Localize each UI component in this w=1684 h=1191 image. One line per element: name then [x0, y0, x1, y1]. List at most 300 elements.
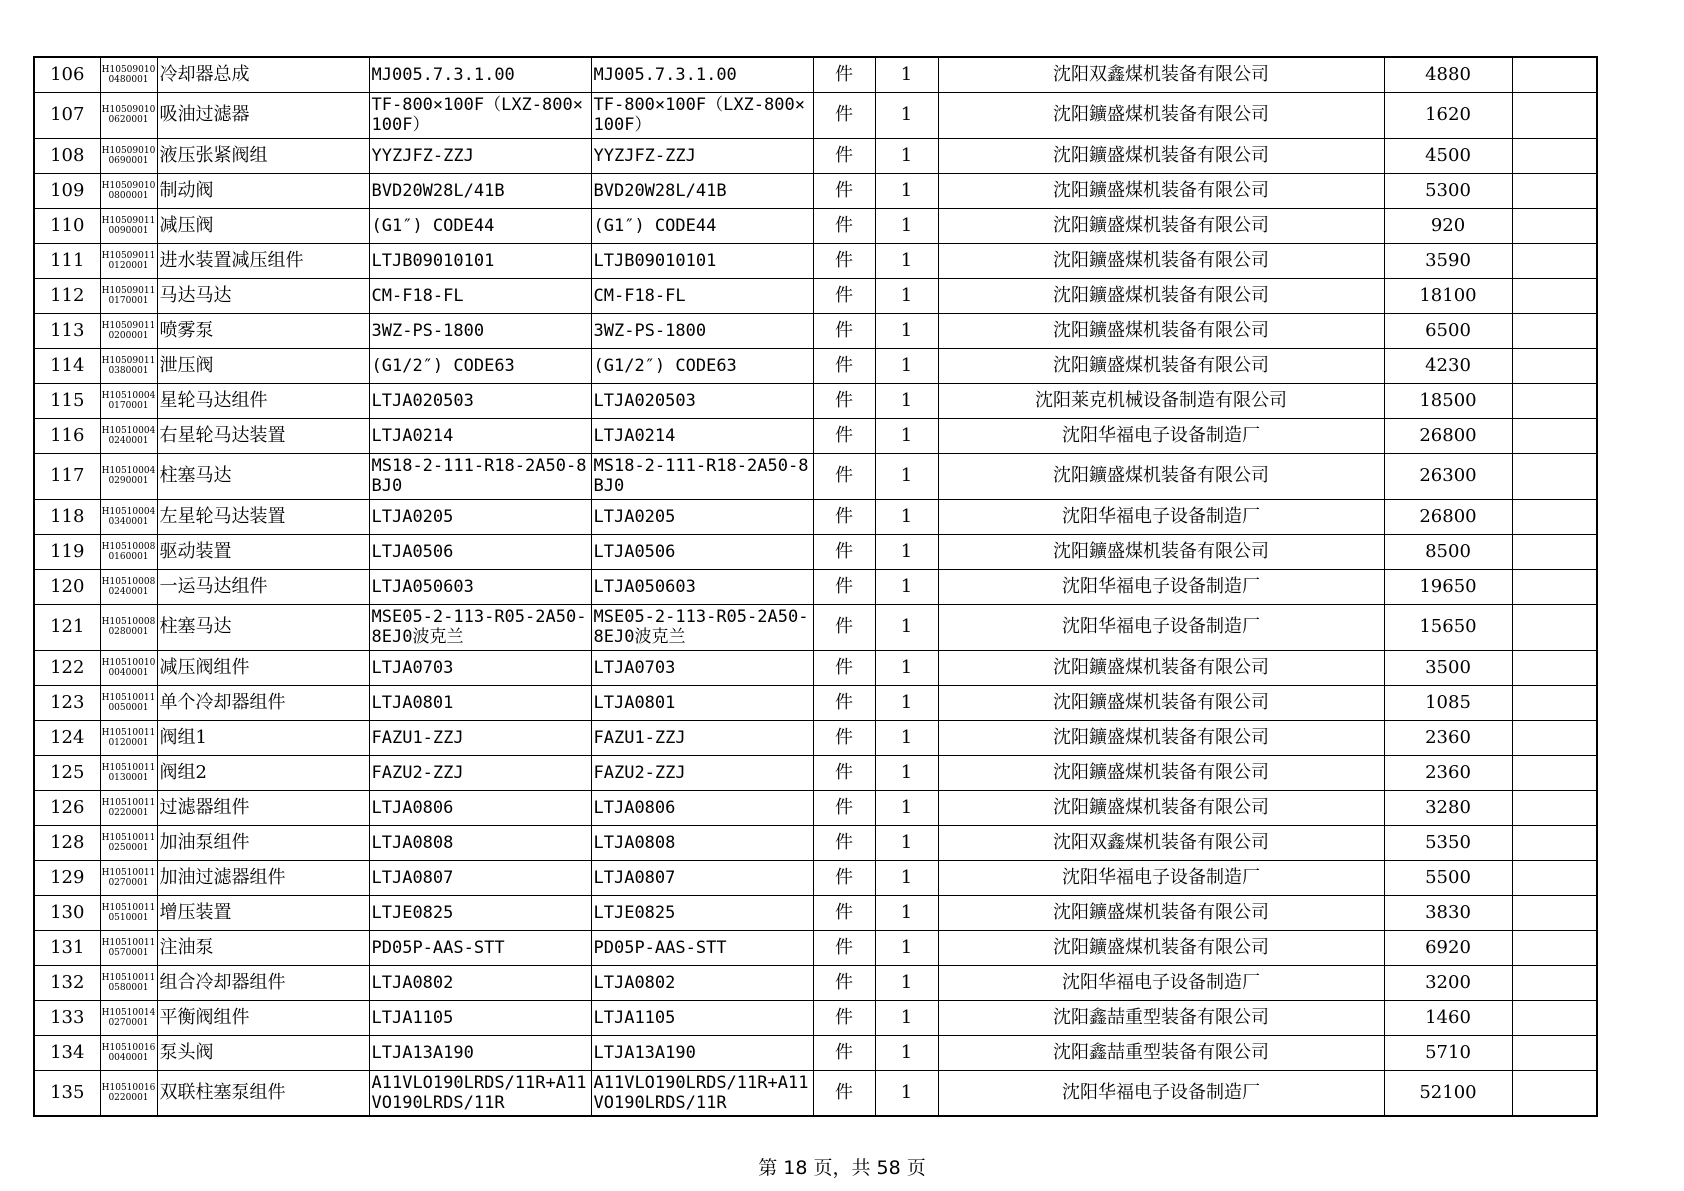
- row-spec-cell: LTJA0802: [369, 965, 591, 1000]
- row-price-cell: 15650: [1384, 604, 1512, 650]
- row-model-cell: LTJA050603: [591, 569, 813, 604]
- row-unit-cell: 件: [813, 138, 875, 173]
- row-name-cell: 驱动装置: [157, 534, 369, 569]
- row-spec-cell: LTJE0825: [369, 895, 591, 930]
- row-seq-cell: 122: [34, 650, 100, 685]
- row-spec-cell: LTJA0205: [369, 499, 591, 534]
- row-name-cell: 柱塞马达: [157, 604, 369, 650]
- row-unit-cell: 件: [813, 208, 875, 243]
- row-qty-cell: 1: [875, 453, 938, 499]
- table-row: [34, 453, 1597, 499]
- row-unit-cell: 件: [813, 860, 875, 895]
- table-row: [34, 790, 1597, 825]
- row-price-cell: 3280: [1384, 790, 1512, 825]
- parts-price-table: [33, 56, 1598, 1117]
- table-row: [34, 534, 1597, 569]
- row-price-cell: 26800: [1384, 499, 1512, 534]
- row-name-cell: 右星轮马达装置: [157, 418, 369, 453]
- footer-prefix: 第: [758, 1157, 784, 1179]
- row-spec-cell: 3WZ-PS-1800: [369, 313, 591, 348]
- row-note-cell: [1512, 1000, 1597, 1035]
- row-price-cell: 1460: [1384, 1000, 1512, 1035]
- row-model-cell: TF-800×100F（LXZ-800×100F）: [591, 92, 813, 138]
- table-row: [34, 930, 1597, 965]
- row-name-cell: 一运马达组件: [157, 569, 369, 604]
- row-code-cell: H105100110250001: [100, 825, 157, 860]
- row-name-cell: 冷却器总成: [157, 57, 369, 92]
- row-spec-cell: MS18-2-111-R18-2A50-8BJ0: [369, 453, 591, 499]
- row-unit-cell: 件: [813, 569, 875, 604]
- row-model-cell: (G1/2″) CODE63: [591, 348, 813, 383]
- row-qty-cell: 1: [875, 1000, 938, 1035]
- row-supplier-cell: 沈阳莱克机械设备制造有限公司: [938, 383, 1384, 418]
- row-price-cell: 920: [1384, 208, 1512, 243]
- row-name-cell: 星轮马达组件: [157, 383, 369, 418]
- row-unit-cell: 件: [813, 173, 875, 208]
- table-row: [34, 278, 1597, 313]
- row-model-cell: LTJA0807: [591, 860, 813, 895]
- row-seq-cell: 112: [34, 278, 100, 313]
- row-qty-cell: 1: [875, 57, 938, 92]
- row-code-cell: H105100080160001: [100, 534, 157, 569]
- row-unit-cell: 件: [813, 720, 875, 755]
- row-seq-cell: 119: [34, 534, 100, 569]
- row-code-cell: H105100160040001: [100, 1035, 157, 1070]
- row-supplier-cell: 沈阳鑛盛煤机装备有限公司: [938, 755, 1384, 790]
- row-unit-cell: 件: [813, 1000, 875, 1035]
- row-code-cell: H105100040340001: [100, 499, 157, 534]
- row-code-cell: H105100110220001: [100, 790, 157, 825]
- footer-mid: 页，共: [807, 1157, 877, 1179]
- table-row: [34, 965, 1597, 1000]
- row-seq-cell: 131: [34, 930, 100, 965]
- row-note-cell: [1512, 685, 1597, 720]
- row-seq-cell: 108: [34, 138, 100, 173]
- table-row: [34, 895, 1597, 930]
- row-model-cell: MS18-2-111-R18-2A50-8BJ0: [591, 453, 813, 499]
- row-spec-cell: MSE05-2-113-R05-2A50-8EJ0波克兰: [369, 604, 591, 650]
- row-name-cell: 泵头阀: [157, 1035, 369, 1070]
- row-seq-cell: 128: [34, 825, 100, 860]
- row-name-cell: 吸油过滤器: [157, 92, 369, 138]
- table-row: [34, 418, 1597, 453]
- row-supplier-cell: 沈阳鑛盛煤机装备有限公司: [938, 930, 1384, 965]
- row-price-cell: 26300: [1384, 453, 1512, 499]
- row-qty-cell: 1: [875, 313, 938, 348]
- row-price-cell: 19650: [1384, 569, 1512, 604]
- row-unit-cell: 件: [813, 1035, 875, 1070]
- row-seq-cell: 133: [34, 1000, 100, 1035]
- table-row: [34, 92, 1597, 138]
- table-row: [34, 313, 1597, 348]
- row-supplier-cell: 沈阳鑛盛煤机装备有限公司: [938, 92, 1384, 138]
- row-price-cell: 3200: [1384, 965, 1512, 1000]
- table-row: [34, 243, 1597, 278]
- row-model-cell: LTJA0703: [591, 650, 813, 685]
- row-note-cell: [1512, 208, 1597, 243]
- row-seq-cell: 120: [34, 569, 100, 604]
- row-name-cell: 柱塞马达: [157, 453, 369, 499]
- row-code-cell: H105100080240001: [100, 569, 157, 604]
- row-code-cell: H105090110380001: [100, 348, 157, 383]
- row-spec-cell: PD05P-AAS-STT: [369, 930, 591, 965]
- row-name-cell: 平衡阀组件: [157, 1000, 369, 1035]
- row-note-cell: [1512, 604, 1597, 650]
- row-model-cell: BVD20W28L/41B: [591, 173, 813, 208]
- table-row: [34, 138, 1597, 173]
- row-model-cell: FAZU2-ZZJ: [591, 755, 813, 790]
- row-note-cell: [1512, 755, 1597, 790]
- row-supplier-cell: 沈阳华福电子设备制造厂: [938, 499, 1384, 534]
- row-name-cell: 组合冷却器组件: [157, 965, 369, 1000]
- row-supplier-cell: 沈阳鑛盛煤机装备有限公司: [938, 243, 1384, 278]
- row-model-cell: LTJA0214: [591, 418, 813, 453]
- row-unit-cell: 件: [813, 825, 875, 860]
- row-supplier-cell: 沈阳鑛盛煤机装备有限公司: [938, 138, 1384, 173]
- table-row: [34, 1000, 1597, 1035]
- row-qty-cell: 1: [875, 604, 938, 650]
- row-qty-cell: 1: [875, 418, 938, 453]
- row-price-cell: 2360: [1384, 720, 1512, 755]
- row-qty-cell: 1: [875, 278, 938, 313]
- table-row: [34, 755, 1597, 790]
- row-supplier-cell: 沈阳鑛盛煤机装备有限公司: [938, 895, 1384, 930]
- row-note-cell: [1512, 453, 1597, 499]
- row-price-cell: 18100: [1384, 278, 1512, 313]
- row-code-cell: H105100110120001: [100, 720, 157, 755]
- row-spec-cell: CM-F18-FL: [369, 278, 591, 313]
- row-spec-cell: FAZU1-ZZJ: [369, 720, 591, 755]
- row-note-cell: [1512, 138, 1597, 173]
- row-seq-cell: 109: [34, 173, 100, 208]
- row-spec-cell: LTJA0808: [369, 825, 591, 860]
- footer-suffix: 页: [900, 1157, 926, 1179]
- total-page-count: 58: [876, 1157, 901, 1179]
- row-note-cell: [1512, 278, 1597, 313]
- row-note-cell: [1512, 790, 1597, 825]
- row-model-cell: LTJA020503: [591, 383, 813, 418]
- row-unit-cell: 件: [813, 895, 875, 930]
- row-code-cell: H105100110570001: [100, 930, 157, 965]
- row-note-cell: [1512, 895, 1597, 930]
- row-code-cell: H105100040170001: [100, 383, 157, 418]
- row-name-cell: 增压装置: [157, 895, 369, 930]
- row-qty-cell: 1: [875, 685, 938, 720]
- row-price-cell: 5350: [1384, 825, 1512, 860]
- row-spec-cell: LTJA0214: [369, 418, 591, 453]
- row-spec-cell: LTJA050603: [369, 569, 591, 604]
- row-model-cell: LTJA0801: [591, 685, 813, 720]
- row-spec-cell: LTJB09010101: [369, 243, 591, 278]
- row-seq-cell: 106: [34, 57, 100, 92]
- row-price-cell: 5500: [1384, 860, 1512, 895]
- row-qty-cell: 1: [875, 348, 938, 383]
- row-qty-cell: 1: [875, 173, 938, 208]
- row-model-cell: YYZJFZ-ZZJ: [591, 138, 813, 173]
- row-seq-cell: 107: [34, 92, 100, 138]
- row-note-cell: [1512, 930, 1597, 965]
- row-supplier-cell: 沈阳鑫喆重型装备有限公司: [938, 1035, 1384, 1070]
- row-qty-cell: 1: [875, 895, 938, 930]
- row-spec-cell: A11VLO190LRDS/11R+A11VO190LRDS/11R: [369, 1070, 591, 1116]
- row-qty-cell: 1: [875, 92, 938, 138]
- row-name-cell: 喷雾泵: [157, 313, 369, 348]
- row-price-cell: 4880: [1384, 57, 1512, 92]
- row-spec-cell: LTJA1105: [369, 1000, 591, 1035]
- row-name-cell: 减压阀: [157, 208, 369, 243]
- row-note-cell: [1512, 173, 1597, 208]
- row-name-cell: 阀组1: [157, 720, 369, 755]
- row-price-cell: 52100: [1384, 1070, 1512, 1116]
- row-code-cell: H105100110580001: [100, 965, 157, 1000]
- row-spec-cell: LTJA0703: [369, 650, 591, 685]
- row-note-cell: [1512, 92, 1597, 138]
- row-supplier-cell: 沈阳华福电子设备制造厂: [938, 965, 1384, 1000]
- row-seq-cell: 126: [34, 790, 100, 825]
- row-note-cell: [1512, 650, 1597, 685]
- row-code-cell: H105090110200001: [100, 313, 157, 348]
- row-spec-cell: YYZJFZ-ZZJ: [369, 138, 591, 173]
- table-row: [34, 348, 1597, 383]
- table-row: [34, 569, 1597, 604]
- row-model-cell: FAZU1-ZZJ: [591, 720, 813, 755]
- row-price-cell: 4230: [1384, 348, 1512, 383]
- row-unit-cell: 件: [813, 313, 875, 348]
- row-note-cell: [1512, 57, 1597, 92]
- row-seq-cell: 129: [34, 860, 100, 895]
- row-seq-cell: 130: [34, 895, 100, 930]
- row-unit-cell: 件: [813, 534, 875, 569]
- row-spec-cell: LTJA0506: [369, 534, 591, 569]
- row-supplier-cell: 沈阳华福电子设备制造厂: [938, 569, 1384, 604]
- row-qty-cell: 1: [875, 1070, 938, 1116]
- row-note-cell: [1512, 348, 1597, 383]
- row-note-cell: [1512, 534, 1597, 569]
- row-unit-cell: 件: [813, 790, 875, 825]
- row-note-cell: [1512, 720, 1597, 755]
- row-seq-cell: 110: [34, 208, 100, 243]
- row-qty-cell: 1: [875, 755, 938, 790]
- row-spec-cell: LTJA020503: [369, 383, 591, 418]
- row-supplier-cell: 沈阳鑫喆重型装备有限公司: [938, 1000, 1384, 1035]
- row-unit-cell: 件: [813, 1070, 875, 1116]
- row-seq-cell: 123: [34, 685, 100, 720]
- row-seq-cell: 111: [34, 243, 100, 278]
- row-price-cell: 5710: [1384, 1035, 1512, 1070]
- row-code-cell: H105090100800001: [100, 173, 157, 208]
- row-name-cell: 泄压阀: [157, 348, 369, 383]
- row-qty-cell: 1: [875, 650, 938, 685]
- row-note-cell: [1512, 383, 1597, 418]
- row-model-cell: LTJA13A190: [591, 1035, 813, 1070]
- row-supplier-cell: 沈阳华福电子设备制造厂: [938, 1070, 1384, 1116]
- row-supplier-cell: 沈阳鑛盛煤机装备有限公司: [938, 313, 1384, 348]
- row-seq-cell: 117: [34, 453, 100, 499]
- row-model-cell: CM-F18-FL: [591, 278, 813, 313]
- row-supplier-cell: 沈阳华福电子设备制造厂: [938, 860, 1384, 895]
- row-spec-cell: LTJA0801: [369, 685, 591, 720]
- row-spec-cell: LTJA13A190: [369, 1035, 591, 1070]
- row-note-cell: [1512, 499, 1597, 534]
- row-name-cell: 左星轮马达装置: [157, 499, 369, 534]
- row-code-cell: H105090110090001: [100, 208, 157, 243]
- row-price-cell: 2360: [1384, 755, 1512, 790]
- table-row: [34, 1070, 1597, 1116]
- row-price-cell: 3590: [1384, 243, 1512, 278]
- row-unit-cell: 件: [813, 57, 875, 92]
- row-name-cell: 液压张紧阀组: [157, 138, 369, 173]
- row-model-cell: LTJE0825: [591, 895, 813, 930]
- row-note-cell: [1512, 860, 1597, 895]
- row-unit-cell: 件: [813, 278, 875, 313]
- row-spec-cell: MJ005.7.3.1.00: [369, 57, 591, 92]
- row-price-cell: 1620: [1384, 92, 1512, 138]
- row-unit-cell: 件: [813, 418, 875, 453]
- table-row: [34, 860, 1597, 895]
- table-row: [34, 685, 1597, 720]
- table-row: [34, 720, 1597, 755]
- row-price-cell: 6920: [1384, 930, 1512, 965]
- row-model-cell: A11VLO190LRDS/11R+A11VO190LRDS/11R: [591, 1070, 813, 1116]
- row-seq-cell: 124: [34, 720, 100, 755]
- row-supplier-cell: 沈阳鑛盛煤机装备有限公司: [938, 790, 1384, 825]
- row-qty-cell: 1: [875, 383, 938, 418]
- row-spec-cell: LTJA0807: [369, 860, 591, 895]
- row-price-cell: 18500: [1384, 383, 1512, 418]
- table-row: [34, 173, 1597, 208]
- row-price-cell: 8500: [1384, 534, 1512, 569]
- row-name-cell: 阀组2: [157, 755, 369, 790]
- row-price-cell: 4500: [1384, 138, 1512, 173]
- row-code-cell: H105100160220001: [100, 1070, 157, 1116]
- table-row: [34, 1035, 1597, 1070]
- row-code-cell: H105100140270001: [100, 1000, 157, 1035]
- row-code-cell: H105100110050001: [100, 685, 157, 720]
- row-unit-cell: 件: [813, 650, 875, 685]
- row-name-cell: 马达马达: [157, 278, 369, 313]
- row-code-cell: H105090100480001: [100, 57, 157, 92]
- row-spec-cell: FAZU2-ZZJ: [369, 755, 591, 790]
- row-qty-cell: 1: [875, 790, 938, 825]
- row-unit-cell: 件: [813, 348, 875, 383]
- row-note-cell: [1512, 1070, 1597, 1116]
- row-supplier-cell: 沈阳鑛盛煤机装备有限公司: [938, 348, 1384, 383]
- row-code-cell: H105090100690001: [100, 138, 157, 173]
- row-model-cell: 3WZ-PS-1800: [591, 313, 813, 348]
- row-code-cell: H105100110270001: [100, 860, 157, 895]
- row-qty-cell: 1: [875, 1035, 938, 1070]
- row-name-cell: 双联柱塞泵组件: [157, 1070, 369, 1116]
- row-price-cell: 6500: [1384, 313, 1512, 348]
- row-supplier-cell: 沈阳华福电子设备制造厂: [938, 418, 1384, 453]
- row-note-cell: [1512, 418, 1597, 453]
- row-code-cell: H105100110510001: [100, 895, 157, 930]
- row-code-cell: H105100040290001: [100, 453, 157, 499]
- row-code-cell: H105090110120001: [100, 243, 157, 278]
- row-supplier-cell: 沈阳鑛盛煤机装备有限公司: [938, 278, 1384, 313]
- row-name-cell: 制动阀: [157, 173, 369, 208]
- row-note-cell: [1512, 825, 1597, 860]
- row-supplier-cell: 沈阳鑛盛煤机装备有限公司: [938, 534, 1384, 569]
- row-qty-cell: 1: [875, 208, 938, 243]
- table-row: [34, 383, 1597, 418]
- row-qty-cell: 1: [875, 965, 938, 1000]
- row-code-cell: H105100040240001: [100, 418, 157, 453]
- row-qty-cell: 1: [875, 499, 938, 534]
- row-note-cell: [1512, 243, 1597, 278]
- row-qty-cell: 1: [875, 930, 938, 965]
- row-seq-cell: 121: [34, 604, 100, 650]
- row-note-cell: [1512, 313, 1597, 348]
- row-price-cell: 3830: [1384, 895, 1512, 930]
- row-supplier-cell: 沈阳鑛盛煤机装备有限公司: [938, 720, 1384, 755]
- row-note-cell: [1512, 1035, 1597, 1070]
- row-model-cell: LTJA0506: [591, 534, 813, 569]
- row-seq-cell: 125: [34, 755, 100, 790]
- row-model-cell: LTJA0205: [591, 499, 813, 534]
- row-price-cell: 5300: [1384, 173, 1512, 208]
- row-supplier-cell: 沈阳鑛盛煤机装备有限公司: [938, 685, 1384, 720]
- row-price-cell: 1085: [1384, 685, 1512, 720]
- row-qty-cell: 1: [875, 243, 938, 278]
- row-qty-cell: 1: [875, 534, 938, 569]
- row-seq-cell: 114: [34, 348, 100, 383]
- row-model-cell: PD05P-AAS-STT: [591, 930, 813, 965]
- row-qty-cell: 1: [875, 138, 938, 173]
- row-unit-cell: 件: [813, 965, 875, 1000]
- row-unit-cell: 件: [813, 243, 875, 278]
- row-unit-cell: 件: [813, 685, 875, 720]
- row-name-cell: 过滤器组件: [157, 790, 369, 825]
- row-model-cell: LTJA0806: [591, 790, 813, 825]
- table-body: [34, 57, 1597, 1116]
- row-spec-cell: (G1/2″) CODE63: [369, 348, 591, 383]
- table-row: [34, 604, 1597, 650]
- row-supplier-cell: 沈阳华福电子设备制造厂: [938, 604, 1384, 650]
- row-model-cell: MJ005.7.3.1.00: [591, 57, 813, 92]
- row-name-cell: 加油过滤器组件: [157, 860, 369, 895]
- row-spec-cell: LTJA0806: [369, 790, 591, 825]
- row-model-cell: LTJA1105: [591, 1000, 813, 1035]
- page-footer: [0, 1153, 1684, 1180]
- row-seq-cell: 135: [34, 1070, 100, 1116]
- row-unit-cell: 件: [813, 755, 875, 790]
- table-row: [34, 57, 1597, 92]
- row-seq-cell: 134: [34, 1035, 100, 1070]
- row-note-cell: [1512, 965, 1597, 1000]
- row-model-cell: MSE05-2-113-R05-2A50-8EJ0波克兰: [591, 604, 813, 650]
- row-qty-cell: 1: [875, 569, 938, 604]
- row-code-cell: H105090100620001: [100, 92, 157, 138]
- table-row: [34, 825, 1597, 860]
- row-name-cell: 进水装置减压组件: [157, 243, 369, 278]
- row-code-cell: H105100100040001: [100, 650, 157, 685]
- row-seq-cell: 116: [34, 418, 100, 453]
- row-unit-cell: 件: [813, 499, 875, 534]
- row-note-cell: [1512, 569, 1597, 604]
- row-model-cell: LTJB09010101: [591, 243, 813, 278]
- row-unit-cell: 件: [813, 383, 875, 418]
- row-supplier-cell: 沈阳双鑫煤机装备有限公司: [938, 825, 1384, 860]
- row-unit-cell: 件: [813, 604, 875, 650]
- table-row: [34, 208, 1597, 243]
- row-model-cell: (G1″) CODE44: [591, 208, 813, 243]
- row-qty-cell: 1: [875, 720, 938, 755]
- row-spec-cell: TF-800×100F（LXZ-800×100F）: [369, 92, 591, 138]
- table-row: [34, 650, 1597, 685]
- row-name-cell: 减压阀组件: [157, 650, 369, 685]
- row-spec-cell: BVD20W28L/41B: [369, 173, 591, 208]
